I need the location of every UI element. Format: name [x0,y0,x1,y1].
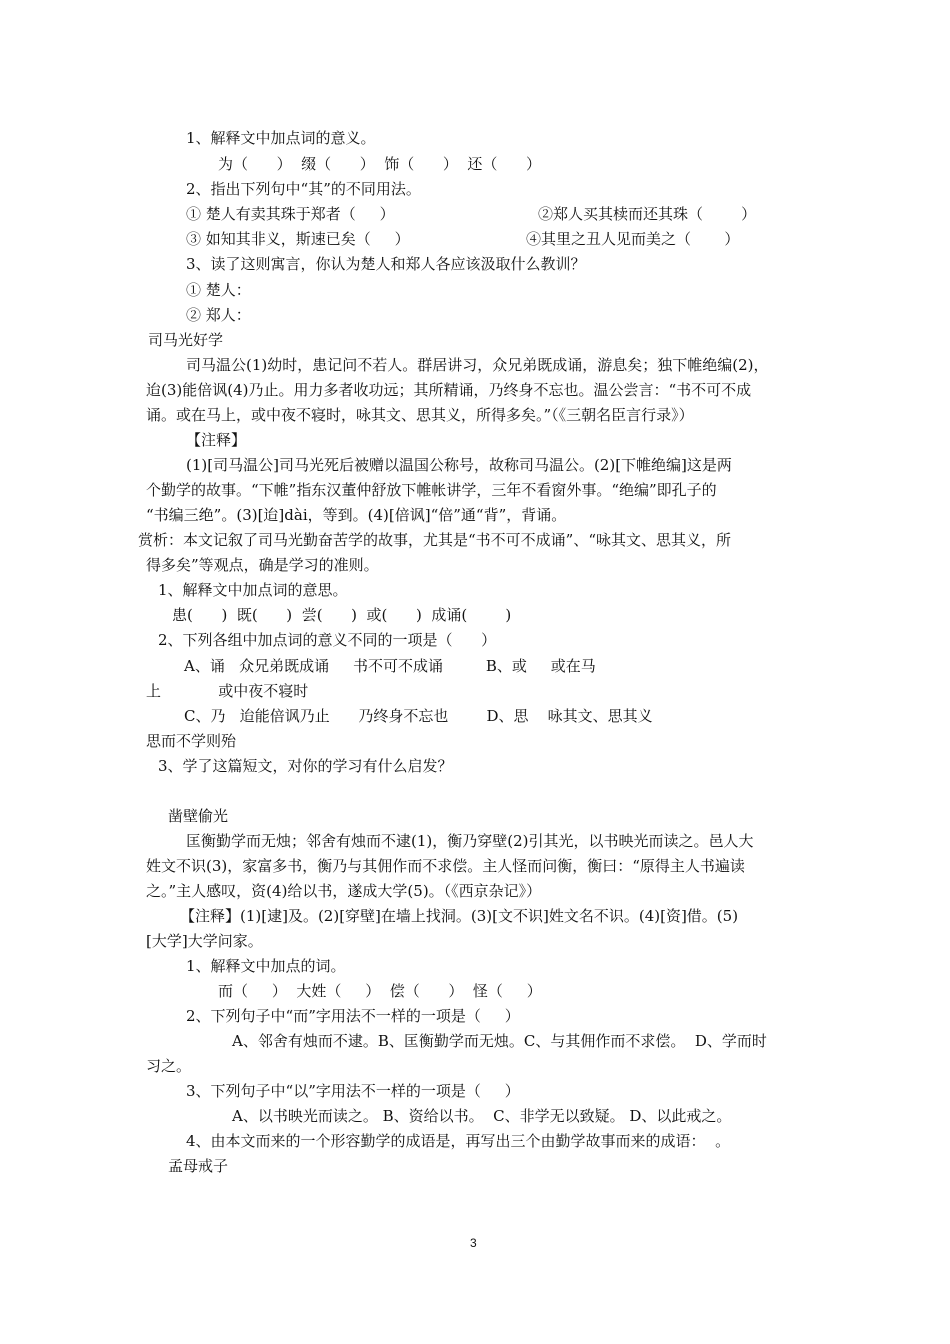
text-line: 【注释】(1)[逮]及。(2)[穿壁]在墙上找洞。(3)[文不识]姓文名不识。(4)[资]借。(5) [180,907,739,925]
text-line: 4、由本文而来的一个形容勤学的成语是，再写出三个由勤学故事而来的成语： 。 [186,1132,731,1150]
text-line: A、以书映光而读之。 B、资给以书。 C、非学无以致疑。 D、以此戒之。 [232,1107,732,1125]
text-line: [大学]大学问家。 [146,932,263,950]
text-line: 个勤学的故事。“下帷”指东汉董仲舒放下帷帐讲学，三年不看窗外事。“绝编”即孔子的 [146,481,717,499]
text-line: 得多矣”等观点，确是学习的准则。 [146,556,379,574]
text-line: A、诵 众兄弟既成诵 书不可不成诵 B、或 或在马 [184,657,596,675]
text-line: 迨(3)能倍讽(4)乃止。用力多者收功远；其所精诵，乃终身不忘也。温公尝言：“书不可不成 [146,381,752,399]
text-line: ② 郑人： [186,306,251,324]
text-line: 3、下列句子中“以”字用法不一样的一项是（ ） [186,1082,520,1100]
text-line: 为（ ） 缀（ ） 饰（ ） 还（ ） [218,155,542,173]
text-line: 1、解释文中加点的词。 [186,957,346,975]
text-line: 姓文不识(3)，家富多书，衡乃与其佣作而不求偿。主人怪而问衡，衡曰：“原得主人书遍读 [146,857,745,875]
text-line: 【注释】 [186,431,247,449]
text-line: ③ 如知其非义，斯速已矣（ ） [186,230,410,248]
text-line: 而（ ） 大姓（ ） 偿（ ） 怪（ ） [218,982,542,1000]
text-line: ④其里之丑人见而美之（ ） [526,230,740,248]
section-title: 凿壁偷光 [168,807,229,825]
text-line: 习之。 [146,1057,192,1075]
text-line: 1、解释文中加点词的意思。 [158,581,348,599]
text-line: C、乃 迨能倍讽乃止 乃终身不忘也 D、思 咏其文、思其义 [184,707,653,725]
text-line: (1)[司马温公]司马光死后被赠以温国公称号，故称司马温公。(2)[下帷绝编]这是两 [186,456,732,474]
text-line: 2、指出下列句中“其”的不同用法。 [186,180,421,198]
text-line: 上 或中夜不寝时 [146,682,309,700]
page-number: 3 [470,1236,477,1250]
section-title: 孟母戒子 [168,1157,229,1175]
text-line: 3、学了这篇短文，对你的学习有什么启发？ [158,757,453,775]
text-line: 之。”主人感叹，资(4)给以书，遂成大学(5)。（《西京杂记》） [146,882,542,900]
text-line: ②郑人买其椟而还其珠（ ） [538,205,757,223]
text-line: A、邻舍有烛而不逮。B、匡衡勤学而无烛。C、与其佣作而不求偿。 D、学而时 [232,1032,767,1050]
text-line: 赏析：本文记叙了司马光勤奋苦学的故事，尤其是“书不可不成诵”、“咏其文、思其义，所 [138,531,732,549]
text-line: 3、读了这则寓言，你认为楚人和郑人各应该汲取什么教训？ [186,255,586,273]
text-line: 匡衡勤学而无烛；邻舍有烛而不逮(1)，衡乃穿壁(2)引其光，以书映光而读之。邑人大 [186,832,754,850]
section-title: 司马光好学 [148,331,224,349]
text-line: 1、解释文中加点词的意义。 [186,129,376,147]
text-line: 诵。或在马上，或中夜不寝时，咏其文、思其义，所得多矣。”（《三朝名臣言行录》） [146,406,694,424]
text-line: ① 楚人有卖其珠于郑者（ ） [186,205,395,223]
text-line: 2、下列各组中加点词的意义不同的一项是（ ） [158,631,497,649]
text-line: ① 楚人： [186,281,251,299]
text-line: 2、下列句子中“而”字用法不一样的一项是（ ） [186,1007,520,1025]
text-line: “书编三绝”。(3)[迨]dài，等到。(4)[倍讽]“倍”通“背”，背诵。 [146,506,567,524]
text-line: 思而不学则殆 [146,732,237,750]
text-line: 司马温公(1)幼时，患记问不若人。群居讲习，众兄弟既成诵，游息矣；独下帷绝编(2)， [186,356,769,374]
text-line: 患( ) 既( ) 尝( ) 或( ) 成诵( ) [172,606,512,624]
